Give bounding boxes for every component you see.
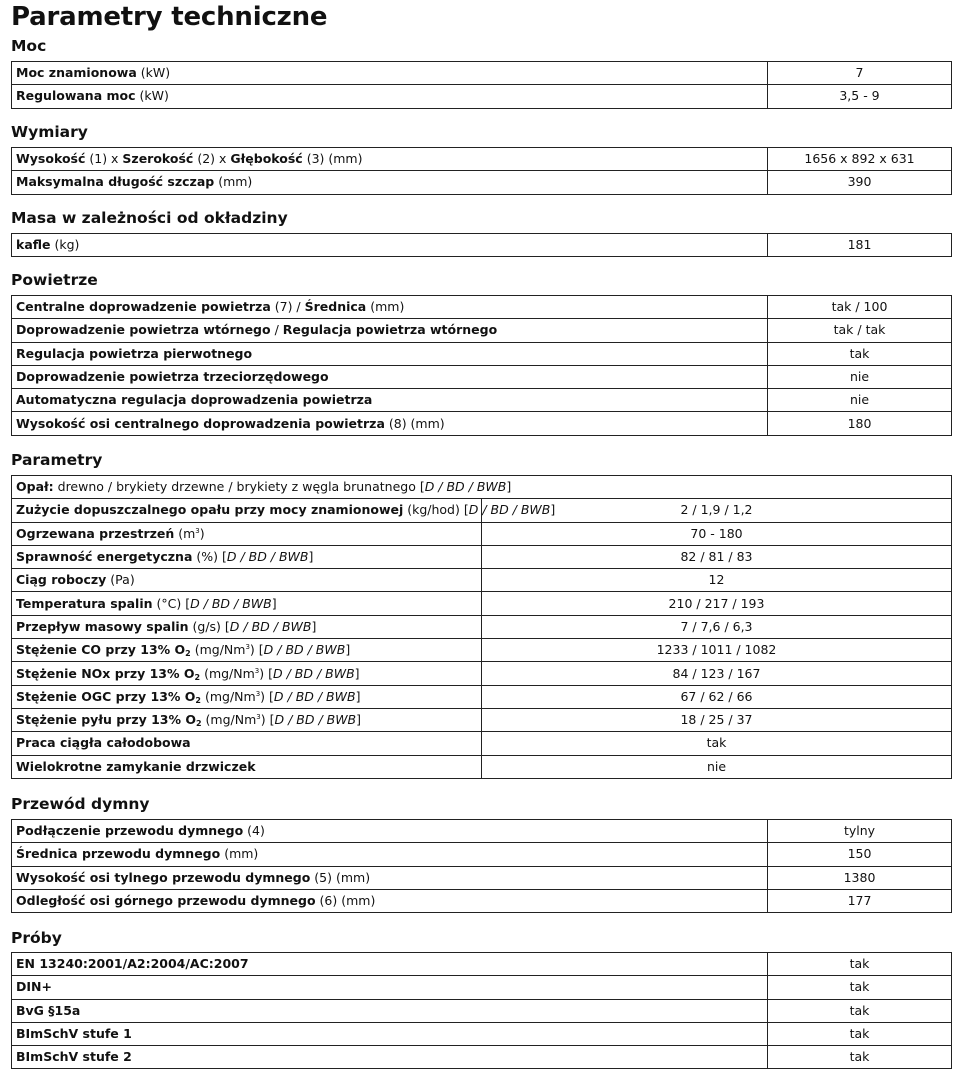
table-row: [12, 234, 952, 257]
label-part: ) [: [249, 642, 264, 658]
row-value: tak: [768, 976, 952, 999]
spec-table-moc: [11, 61, 952, 109]
label-part: D / BD / BWB: [273, 688, 356, 704]
row-value: tak: [482, 732, 952, 755]
table-row: [12, 342, 952, 365]
label-part: Wysokość osi tylnego przewodu dymnego: [16, 869, 311, 885]
label-part: (2) x: [193, 151, 231, 167]
label-part: Stężenie CO przy 13% O: [16, 642, 186, 658]
label-part: (mg/Nm: [190, 642, 246, 658]
label-part: EN 13240:2001/A2:2004/AC:2007: [16, 956, 249, 972]
table-row: [12, 171, 952, 194]
row-label: [12, 545, 482, 568]
row-label: [12, 499, 556, 522]
table-row: [12, 1046, 952, 1069]
row-value: 7 / 7,6 / 6,3: [482, 615, 952, 638]
label-part: (Pa): [106, 572, 135, 588]
row-value: 67 / 62 / 66: [482, 685, 952, 708]
label-part: D / BD / BWB: [190, 595, 272, 611]
table-row: [12, 662, 952, 685]
table-row: [12, 296, 952, 319]
row-value: 180: [768, 412, 952, 435]
row-value: 12: [482, 569, 952, 592]
label-part: ) [: [260, 712, 275, 728]
label-part: Średnica przewodu dymnego: [16, 846, 221, 862]
table-row: [12, 976, 952, 999]
label-part: D / BD / BWB: [468, 502, 551, 518]
row-label: [12, 389, 768, 412]
label-part: ): [199, 525, 205, 541]
label-part: Doprowadzenie powietrza trzeciorzędowego: [16, 369, 329, 385]
spec-table-przewod-dymny: [11, 819, 952, 913]
label-part: ]: [271, 595, 277, 611]
table-row: [12, 389, 952, 412]
table-row: [12, 522, 952, 545]
row-label: [12, 319, 768, 342]
label-part: ]: [356, 712, 362, 728]
label-part: Temperatura spalin: [16, 595, 153, 611]
label-part: Wysokość: [16, 151, 86, 167]
label-part: (kg): [50, 237, 80, 253]
row-label: [12, 866, 768, 889]
spec-table-wymiary: [11, 147, 952, 195]
row-label: [12, 889, 768, 912]
label-part: 2: [195, 695, 201, 705]
section-title-przewod-dymny: Przewód dymny: [11, 795, 150, 813]
row-label: [12, 732, 482, 755]
label-part: 3: [195, 526, 200, 535]
label-part: (mm): [220, 846, 259, 862]
row-label: [12, 85, 768, 108]
row-label: [12, 615, 482, 638]
label-part: Doprowadzenie powietrza wtórnego: [16, 322, 271, 338]
label-part: Podłączenie przewodu dymnego: [16, 823, 244, 839]
label-part: ) [: [260, 688, 274, 704]
label-part: (kW): [135, 88, 169, 104]
label-part: ]: [308, 549, 314, 565]
row-value: 7: [768, 62, 952, 85]
label-part: (4): [243, 823, 265, 839]
row-label: [12, 476, 952, 499]
table-row: [12, 499, 952, 522]
label-part: 3: [254, 666, 260, 675]
table-row: [12, 685, 952, 708]
label-part: (m: [174, 525, 196, 541]
table-row: [12, 412, 952, 435]
label-part: Stężenie OGC przy 13% O: [16, 688, 196, 704]
table-row: [12, 545, 952, 568]
label-part: ]: [355, 688, 361, 704]
row-label: [12, 976, 768, 999]
label-part: Ogrzewana przestrzeń: [16, 525, 175, 541]
label-part: Stężenie NOx przy 13% O: [16, 665, 195, 681]
row-value: 181: [768, 234, 952, 257]
label-part: Centralne doprowadzenie powietrza: [16, 299, 271, 315]
label-part: (7) /: [270, 299, 305, 315]
label-part: (8) (mm): [384, 415, 445, 431]
label-part: (3) (mm): [302, 151, 363, 167]
row-value: tak: [768, 1022, 952, 1045]
spec-table-powietrze: [11, 295, 952, 436]
label-part: ) [: [259, 665, 273, 681]
table-row: [12, 732, 952, 755]
row-value: 82 / 81 / 83: [482, 545, 952, 568]
label-part: (5) (mm): [310, 869, 371, 885]
table-row: [12, 569, 952, 592]
table-row: [12, 708, 952, 731]
label-part: Regulacja powietrza wtórnego: [282, 322, 498, 338]
label-part: (mm): [366, 299, 405, 315]
row-value: tak: [768, 1046, 952, 1069]
table-row: [12, 62, 952, 85]
label-part: ]: [550, 502, 556, 518]
row-value: tak / tak: [768, 319, 952, 342]
table-row: [12, 889, 952, 912]
label-part: (%) [: [192, 549, 227, 565]
row-label: [12, 755, 482, 778]
row-value: 18 / 25 / 37: [482, 708, 952, 731]
label-part: BImSchV stufe 1: [16, 1026, 132, 1042]
label-part: (6) (mm): [315, 893, 376, 909]
row-label: [12, 522, 482, 545]
label-part: D / BD / BWB: [229, 618, 312, 634]
table-row: [12, 85, 952, 108]
row-label: [12, 569, 482, 592]
row-label: [12, 62, 768, 85]
label-part: DIN+: [16, 979, 52, 995]
label-part: D / BD / BWB: [424, 479, 507, 495]
row-label: [12, 953, 768, 976]
row-label: [12, 662, 482, 685]
label-part: Stężenie pyłu przy 13% O: [16, 712, 196, 728]
label-part: (°C) [: [152, 595, 191, 611]
spec-table-masa-w-zaleznosci-od-okladziny: [11, 233, 952, 257]
label-part: 2: [196, 719, 202, 729]
row-label: [12, 843, 768, 866]
row-label: [12, 1022, 768, 1045]
row-label: [12, 592, 482, 615]
row-label: [12, 708, 482, 731]
row-value: tylny: [768, 820, 952, 843]
row-label: [12, 148, 768, 171]
section-title-masa-w-zaleznosci-od-okladziny: Masa w zależności od okładziny: [11, 209, 288, 227]
row-value: 1380: [768, 866, 952, 889]
row-value: 1233 / 1011 / 1082: [482, 639, 952, 662]
table-row: [12, 820, 952, 843]
table-row: [12, 755, 952, 778]
label-part: drewno / brykiety drzewne / brykiety z węgla brunatnego [: [53, 479, 425, 495]
table-row: [12, 866, 952, 889]
label-part: ]: [345, 642, 351, 658]
row-label: [12, 999, 768, 1022]
label-part: (kg/hod) [: [403, 502, 469, 518]
table-row: [12, 999, 952, 1022]
row-value: tak: [768, 342, 952, 365]
label-part: 2: [185, 649, 191, 659]
label-part: (mg/Nm: [201, 688, 256, 704]
label-part: (kW): [136, 65, 171, 81]
label-part: /: [270, 322, 283, 338]
row-value: nie: [768, 389, 952, 412]
section-title-proby: Próby: [11, 929, 62, 947]
label-part: D / BD / BWB: [273, 665, 355, 681]
label-part: Sprawność energetyczna: [16, 549, 193, 565]
row-label: [12, 342, 768, 365]
spec-table-proby: [11, 952, 952, 1069]
label-part: Średnica: [304, 299, 367, 315]
section-title-powietrze: Powietrze: [11, 271, 98, 289]
row-label: [12, 412, 768, 435]
section-title-moc: Moc: [11, 37, 47, 55]
label-part: Opał:: [16, 479, 54, 495]
label-part: D / BD / BWB: [274, 712, 357, 728]
spec-table-parametry: [11, 475, 952, 779]
label-part: Zużycie dopuszczalnego opału przy mocy znamionowej: [16, 502, 404, 518]
label-part: (1) x: [85, 151, 123, 167]
row-value: 177: [768, 889, 952, 912]
row-label: [12, 1046, 768, 1069]
row-label: [12, 234, 768, 257]
page-title: Parametry techniczne: [11, 2, 328, 32]
row-value: 210 / 217 / 193: [482, 592, 952, 615]
row-value: 150: [768, 843, 952, 866]
table-row: [12, 953, 952, 976]
label-part: Praca ciągła całodobowa: [16, 735, 191, 751]
label-part: 3: [256, 712, 261, 721]
label-part: Regulacja powietrza pierwotnego: [16, 345, 253, 361]
label-part: Szerokość: [122, 151, 194, 167]
table-row: [12, 319, 952, 342]
table-row: [12, 476, 952, 499]
row-value: 84 / 123 / 167: [482, 662, 952, 685]
table-row: [12, 592, 952, 615]
row-value: tak / 100: [768, 296, 952, 319]
row-label: [12, 685, 482, 708]
row-label: [12, 296, 768, 319]
row-value: tak: [768, 999, 952, 1022]
label-part: ]: [311, 618, 317, 634]
label-part: Odległość osi górnego przewodu dymnego: [16, 893, 316, 909]
label-part: Przepływ masowy spalin: [16, 618, 189, 634]
table-row: [12, 148, 952, 171]
table-row: [12, 1022, 952, 1045]
label-part: Wielokrotne zamykanie drzwiczek: [16, 758, 256, 774]
table-row: [12, 365, 952, 388]
label-part: (mg/Nm: [200, 665, 255, 681]
section-title-wymiary: Wymiary: [11, 123, 88, 141]
label-part: (mg/Nm: [201, 712, 257, 728]
label-part: 3: [245, 643, 250, 652]
label-part: D / BD / BWB: [263, 642, 346, 658]
row-label: [12, 171, 768, 194]
label-part: ]: [506, 479, 512, 495]
label-part: (mm): [214, 174, 253, 190]
label-part: D / BD / BWB: [226, 549, 309, 565]
row-value: 1656 x 892 x 631: [768, 148, 952, 171]
label-part: kafle: [16, 237, 51, 253]
label-part: Moc znamionowa: [16, 65, 137, 81]
label-part: (g/s) [: [188, 618, 230, 634]
table-row: [12, 615, 952, 638]
row-value: nie: [482, 755, 952, 778]
row-value: 3,5 - 9: [768, 85, 952, 108]
row-label: [12, 639, 482, 662]
row-value: tak: [768, 953, 952, 976]
label-part: BImSchV stufe 2: [16, 1049, 132, 1065]
row-value: 2 / 1,9 / 1,2: [482, 499, 952, 522]
section-title-parametry: Parametry: [11, 451, 103, 469]
row-value: 390: [768, 171, 952, 194]
table-row: [12, 639, 952, 662]
label-part: BvG §15a: [16, 1002, 81, 1018]
label-part: 2: [194, 672, 201, 682]
label-part: Maksymalna długość szczap: [16, 174, 215, 190]
label-part: Ciąg roboczy: [16, 572, 107, 588]
label-part: Regulowana moc: [16, 88, 136, 104]
row-label: [12, 820, 768, 843]
label-part: ]: [354, 665, 360, 681]
row-value: 70 - 180: [482, 522, 952, 545]
label-part: Głębokość: [230, 151, 303, 167]
row-label: [12, 365, 768, 388]
label-part: Wysokość osi centralnego doprowadzenia powietrza: [16, 415, 385, 431]
label-part: Automatyczna regulacja doprowadzenia powietrza: [16, 392, 373, 408]
row-value: nie: [768, 365, 952, 388]
table-row: [12, 843, 952, 866]
label-part: 3: [255, 689, 261, 698]
